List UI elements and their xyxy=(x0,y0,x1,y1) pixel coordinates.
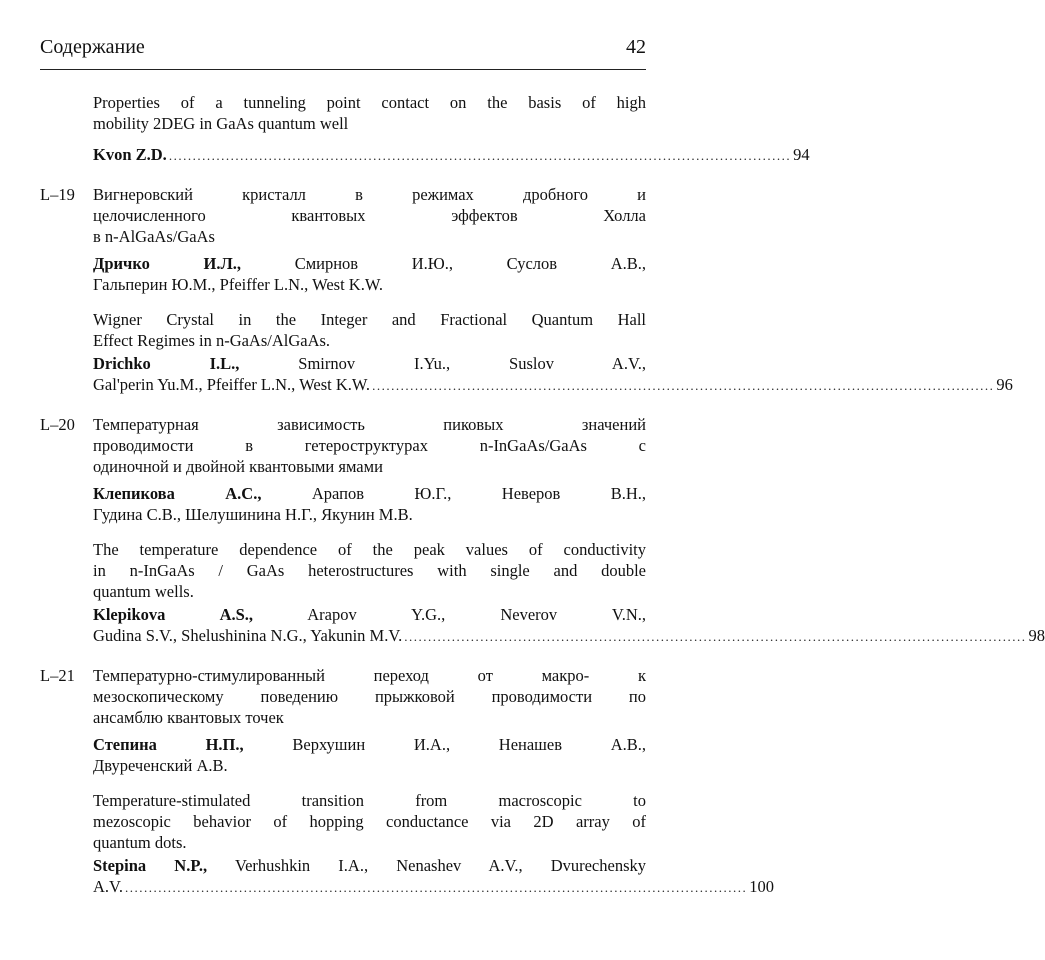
page-title: Содержание xyxy=(40,36,145,58)
lead-author: Клепикова А.С., xyxy=(93,484,262,503)
title-line: mobility 2DEG in GaAs quantum well xyxy=(93,114,349,133)
title-line: проводимости в гетероструктурах n-InGaAs/GaAs с xyxy=(93,436,646,455)
page-ref[interactable]: 98 xyxy=(1028,626,1045,645)
toc-entry xyxy=(40,665,774,898)
toc-block xyxy=(93,790,774,898)
lead-author: Степина Н.П., xyxy=(93,735,244,754)
author-line: Гудина С.В., Шелушинина Н.Г., Якунин М.В. xyxy=(93,505,413,524)
co-authors: Smirnov I.Yu., Suslov A.V., xyxy=(298,354,646,373)
co-authors: Gudina S.V., Shelushinina N.G., Yakunin M.V. xyxy=(93,626,403,645)
lead-author: Stepina N.P., xyxy=(93,856,208,875)
title-line: mezoscopic behavior of hopping conductance via 2D array of xyxy=(93,812,646,831)
title-line: одиночной и двойной квантовыми ямами xyxy=(93,457,383,476)
title-line: мезоскопическому поведению прыжковой проводимости по xyxy=(93,687,646,706)
authors xyxy=(93,604,1045,647)
page-ref[interactable]: 96 xyxy=(996,375,1013,394)
authors xyxy=(93,734,646,776)
title-line: Температурная зависимость пиковых значений xyxy=(93,415,646,434)
toc-block xyxy=(93,665,646,776)
title-line: Вигнеровский кристалл в режимах дробного и xyxy=(93,185,646,204)
co-authors: Верхушин И.А., Ненашев А.В., xyxy=(292,735,646,754)
co-authors: Gal'perin Yu.M., Pfeiffer L.N., West K.W. xyxy=(93,375,371,394)
lead-author: Дричко И.Л., xyxy=(93,254,242,273)
authors xyxy=(93,855,774,898)
title-line: в n-AlGaAs/GaAs xyxy=(93,227,215,246)
co-authors: Verhushkin I.A., Nenashev A.V., Dvurechensky xyxy=(235,856,647,875)
page-ref[interactable]: 94 xyxy=(793,145,810,164)
leader-dots: ................................................................................................................................... xyxy=(168,148,792,163)
author-line xyxy=(93,734,646,755)
entry-number: L–19 xyxy=(40,185,75,204)
leader-dots: ................................................................................................................................... xyxy=(404,629,1027,644)
author-line xyxy=(93,253,646,274)
toc-block xyxy=(93,414,646,525)
lead-author: Klepikova A.S., xyxy=(93,605,254,624)
toc-entry xyxy=(40,92,810,166)
entry-number: L–20 xyxy=(40,415,75,434)
toc-entry xyxy=(40,414,1045,647)
lead-author: Drichko I.L., xyxy=(93,354,240,373)
title-line: Wigner Crystal in the Integer and Fractional Quantum Hall xyxy=(93,310,646,329)
title-line: целочисленного квантовых эффектов Холла xyxy=(93,206,646,225)
author-line xyxy=(93,876,774,898)
author-line xyxy=(93,625,1045,647)
author-line xyxy=(93,144,810,166)
toc-block xyxy=(93,184,646,295)
author-line: Гальперин Ю.М., Pfeiffer L.N., West K.W. xyxy=(93,275,384,294)
page-number: 42 xyxy=(626,36,646,58)
page-ref[interactable]: 100 xyxy=(749,877,774,896)
title-line: ансамблю квантовых точек xyxy=(93,708,284,727)
contents-list xyxy=(40,92,1045,912)
author-line xyxy=(93,855,646,876)
toc-entry xyxy=(40,184,1013,396)
lead-author: Kvon Z.D. xyxy=(93,145,167,164)
title-line: quantum dots. xyxy=(93,833,187,852)
authors xyxy=(93,353,1013,396)
toc-block xyxy=(93,539,1045,647)
co-authors: Смирнов И.Ю., Суслов А.В., xyxy=(294,254,647,273)
author-line: Двуреченский А.В. xyxy=(93,756,228,775)
title-line: quantum wells. xyxy=(93,582,194,601)
toc-block xyxy=(93,92,810,166)
title-line: Effect Regimes in n-GaAs/AlGaAs. xyxy=(93,331,331,350)
title-line: Properties of a tunneling point contact on the basis of high xyxy=(93,93,646,112)
title-line: Температурно-стимулированный переход от макро- к xyxy=(93,666,646,685)
title-line: in n-InGaAs / GaAs heterostructures with single and double xyxy=(93,561,646,580)
author-line xyxy=(93,353,646,374)
title-line: Temperature-stimulated transition from macroscopic to xyxy=(93,791,646,810)
entry-number: L–21 xyxy=(40,666,75,685)
authors xyxy=(93,483,646,525)
author-line xyxy=(93,374,1013,396)
toc-block xyxy=(93,309,1013,396)
page-header xyxy=(40,33,646,70)
co-authors: Арапов Ю.Г., Неверов В.Н., xyxy=(311,484,647,503)
author-line xyxy=(93,483,646,504)
leader-dots: ................................................................................................................................... xyxy=(124,880,748,895)
title-line: The temperature dependence of the peak values of conductivity xyxy=(93,540,646,559)
co-authors: A.V. xyxy=(93,877,123,896)
authors xyxy=(93,253,646,295)
author-line xyxy=(93,604,646,625)
leader-dots: ................................................................................................................................... xyxy=(372,378,995,393)
co-authors: Arapov Y.G., Neverov V.N., xyxy=(307,605,646,624)
